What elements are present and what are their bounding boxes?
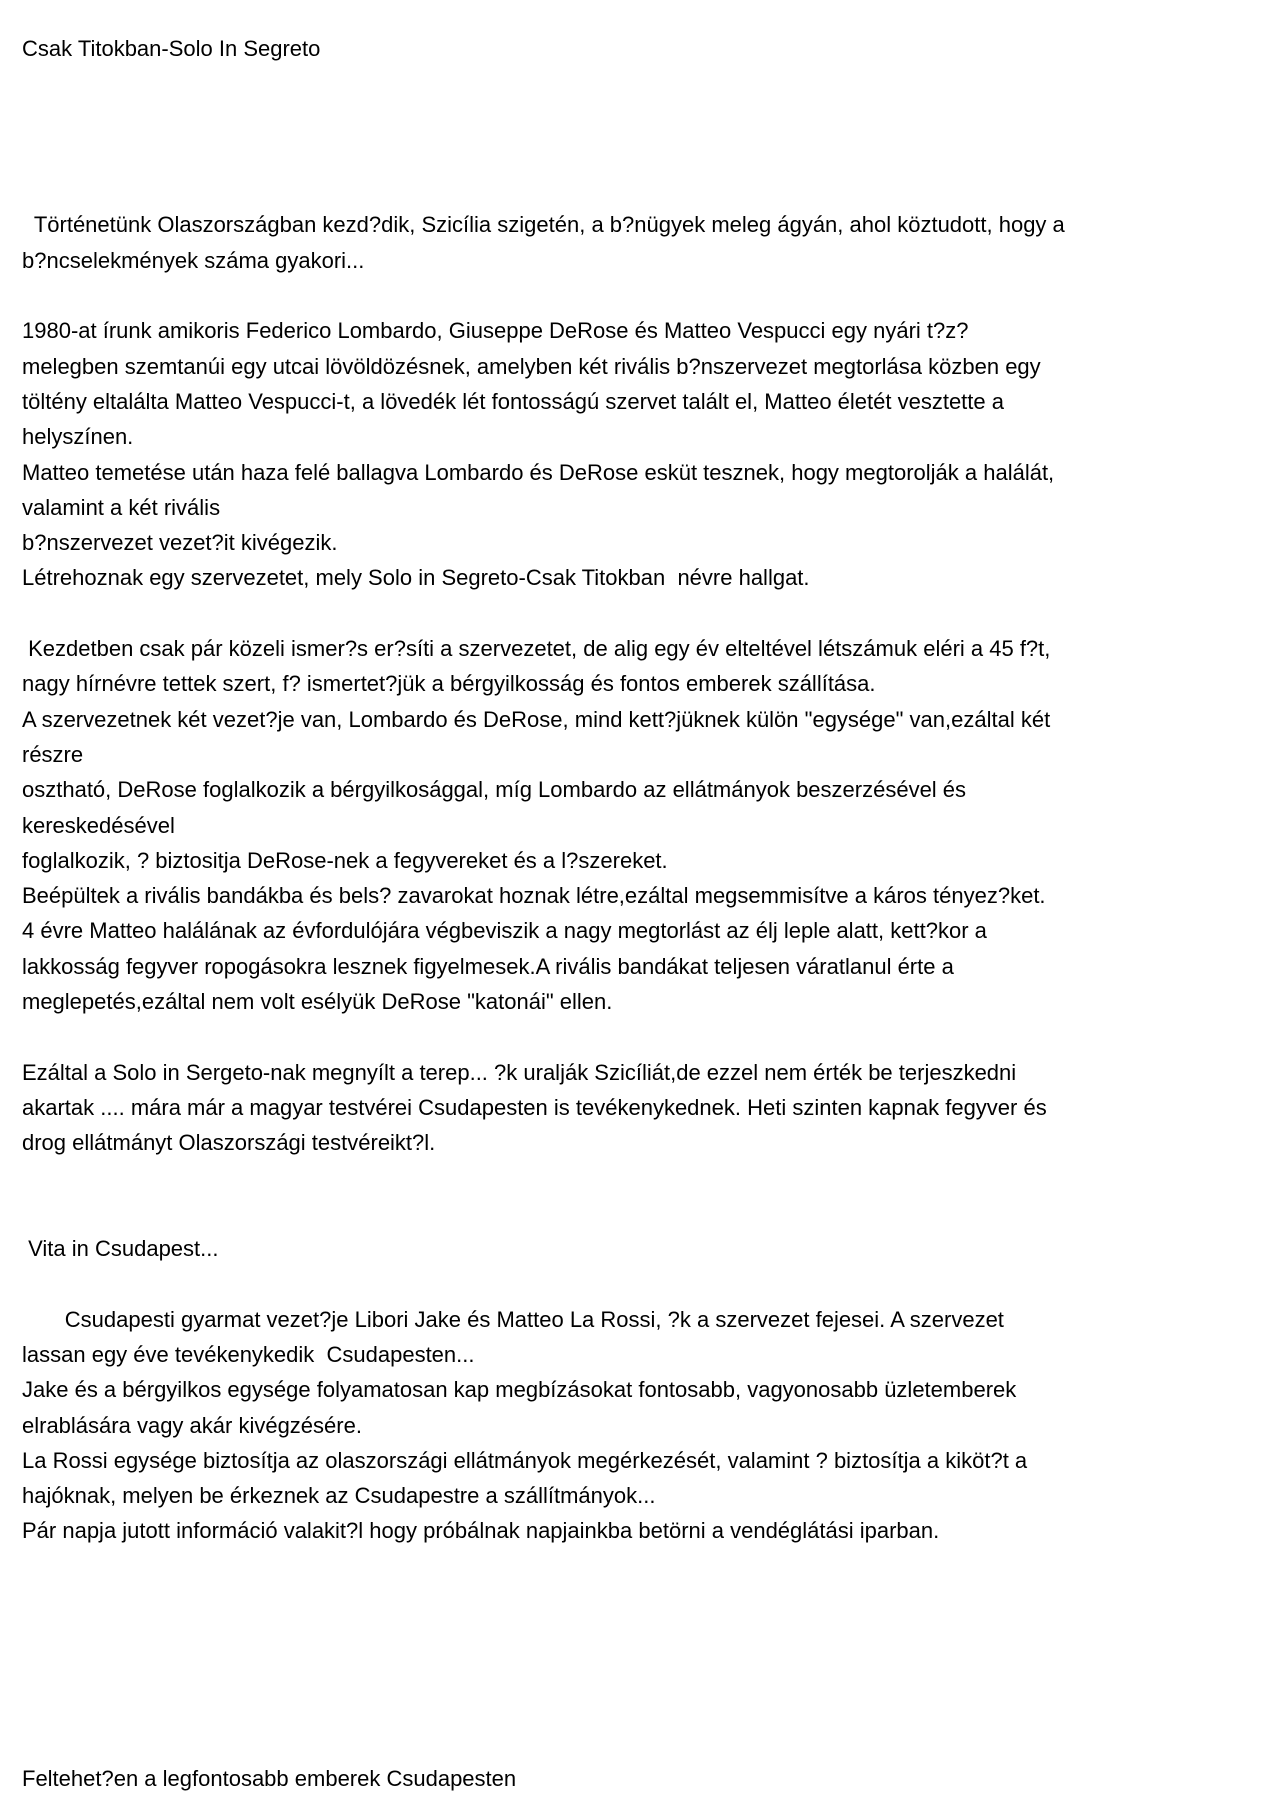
text-line: töltény eltalálta Matteo Vespucci-t, a lövedék lét fontosságú szervet talált el, Matteo életét vesztette a — [22, 388, 1004, 414]
document-body — [22, 31, 1262, 1796]
text-line: lassan egy éve tevékenykedik Csudapesten... — [22, 1341, 475, 1367]
text-line: Ezáltal a Solo in Sergeto-nak megnyílt a terep... ?k uralják Szicíliát,de ezzel nem érték be terjeszkedni — [22, 1059, 1017, 1085]
text-line: osztható, DeRose foglalkozik a bérgyilkosággal, míg Lombardo az ellátmányok beszerzésével és — [22, 777, 967, 803]
text-line: La Rossi egysége biztosítja az olaszországi ellátmányok megérkezését, valamint ? biztosítja a kiköt?t a — [22, 1447, 1028, 1473]
text-line: A szervezetnek két vezet?je van, Lombardo és DeRose, mind kett?jüknek külön "egysége" van,ezáltal két — [22, 706, 1051, 732]
blank-line — [22, 1266, 1262, 1301]
blank-line — [22, 1549, 1262, 1584]
text-line: Jake és a bérgyilkos egysége folyamatosan kap megbízásokat fontosabb, vagyonosabb üzletemberek — [22, 1377, 1017, 1403]
text-line: nagy hírnévre tettek szert, f? ismertet?jük a bérgyilkosság és fontos emberek szállítása. — [22, 671, 876, 697]
blank-line — [22, 1690, 1262, 1725]
blank-line — [22, 1196, 1262, 1231]
text-line: Vita in Csudapest... — [22, 1236, 219, 1262]
blank-line — [22, 172, 1262, 207]
text-line: meglepetés,ezáltal nem volt esélyük DeRose "katonái" ellen. — [22, 989, 613, 1015]
text-line: Matteo temetése után haza felé ballagva Lombardo és DeRose esküt tesznek, hogy megtorolják a halálát, — [22, 459, 1055, 485]
text-line: részre — [22, 741, 84, 767]
text-line: b?ncselekmények száma gyakori... — [22, 247, 365, 273]
text-line: drog ellátmányt Olaszországi testvéreikt?l. — [22, 1130, 436, 1156]
text-line: Csudapesti gyarmat vezet?je Libori Jake és Matteo La Rossi, ?k a szervezet fejesei. A szervezet — [22, 1306, 1004, 1332]
text-line: melegben szemtanúi egy utcai lövöldözésnek, amelyben két rivális b?nszervezet megtorlása közben egy — [22, 353, 1041, 379]
text-line: valamint a két rivális — [22, 494, 221, 520]
text-line: b?nszervezet vezet?it kivégezik. — [22, 530, 338, 556]
blank-line — [22, 1161, 1262, 1196]
blank-line — [22, 1619, 1262, 1654]
blank-line — [22, 596, 1262, 631]
text-line: hajóknak, melyen be érkeznek az Csudapestre a szállítmányok... — [22, 1483, 656, 1509]
text-line: helyszínen. — [22, 424, 134, 450]
text-line: Feltehet?en a legfontosabb emberek Csudapesten — [22, 1765, 517, 1791]
text-line: lakkosság fegyver ropogásokra lesznek figyelmesek.A rivális bandákat teljesen váratlanul érte a — [22, 953, 954, 979]
text-line: Kezdetben csak pár közeli ismer?s er?síti a szervezetet, de alig egy év elteltével létszámuk eléri a 45 f?t, — [22, 636, 1051, 662]
blank-line — [22, 1584, 1262, 1619]
text-line: 1980-at írunk amikoris Federico Lombardo, Giuseppe DeRose és Matteo Vespucci egy nyári t?z? — [22, 318, 969, 344]
text-line: 4 évre Matteo halálának az évfordulójára végbeviszik a nagy megtorlást az élj leple alatt, kett?kor a — [22, 918, 987, 944]
text-line: Beépültek a rivális bandákba és bels? zavarokat hoznak létre,ezáltal megsemmisítve a káros tényez?ket. — [22, 883, 1046, 909]
blank-line — [22, 66, 1262, 101]
text-line: kereskedésével — [22, 812, 175, 838]
text-line: foglalkozik, ? biztositja DeRose-nek a fegyvereket és a l?szereket. — [22, 847, 668, 873]
text-line: Történetünk Olaszországban kezd?dik, Szicília szigetén, a b?nügyek meleg ágyán, ahol köztudott, hogy a — [22, 212, 1065, 238]
text-line: Létrehoznak egy szervezetet, mely Solo in Segreto-Csak Titokban névre hallgat. — [22, 565, 810, 591]
document-title: Csak Titokban-Solo In Segreto — [22, 36, 321, 61]
text-line: akartak .... mára már a magyar testvérei Csudapesten is tevékenykednek. Heti szinten kapnak fegyver és — [22, 1094, 1047, 1120]
blank-line — [22, 278, 1262, 313]
blank-line — [22, 1725, 1262, 1760]
text-line: Pár napja jutott információ valakit?l hogy próbálnak napjainkba betörni a vendéglátási iparban. — [22, 1518, 940, 1544]
blank-line — [22, 137, 1262, 172]
text-line: elrablására vagy akár kivégzésére. — [22, 1412, 362, 1438]
blank-line — [22, 1019, 1262, 1054]
blank-line — [22, 102, 1262, 137]
blank-line — [22, 1655, 1262, 1690]
